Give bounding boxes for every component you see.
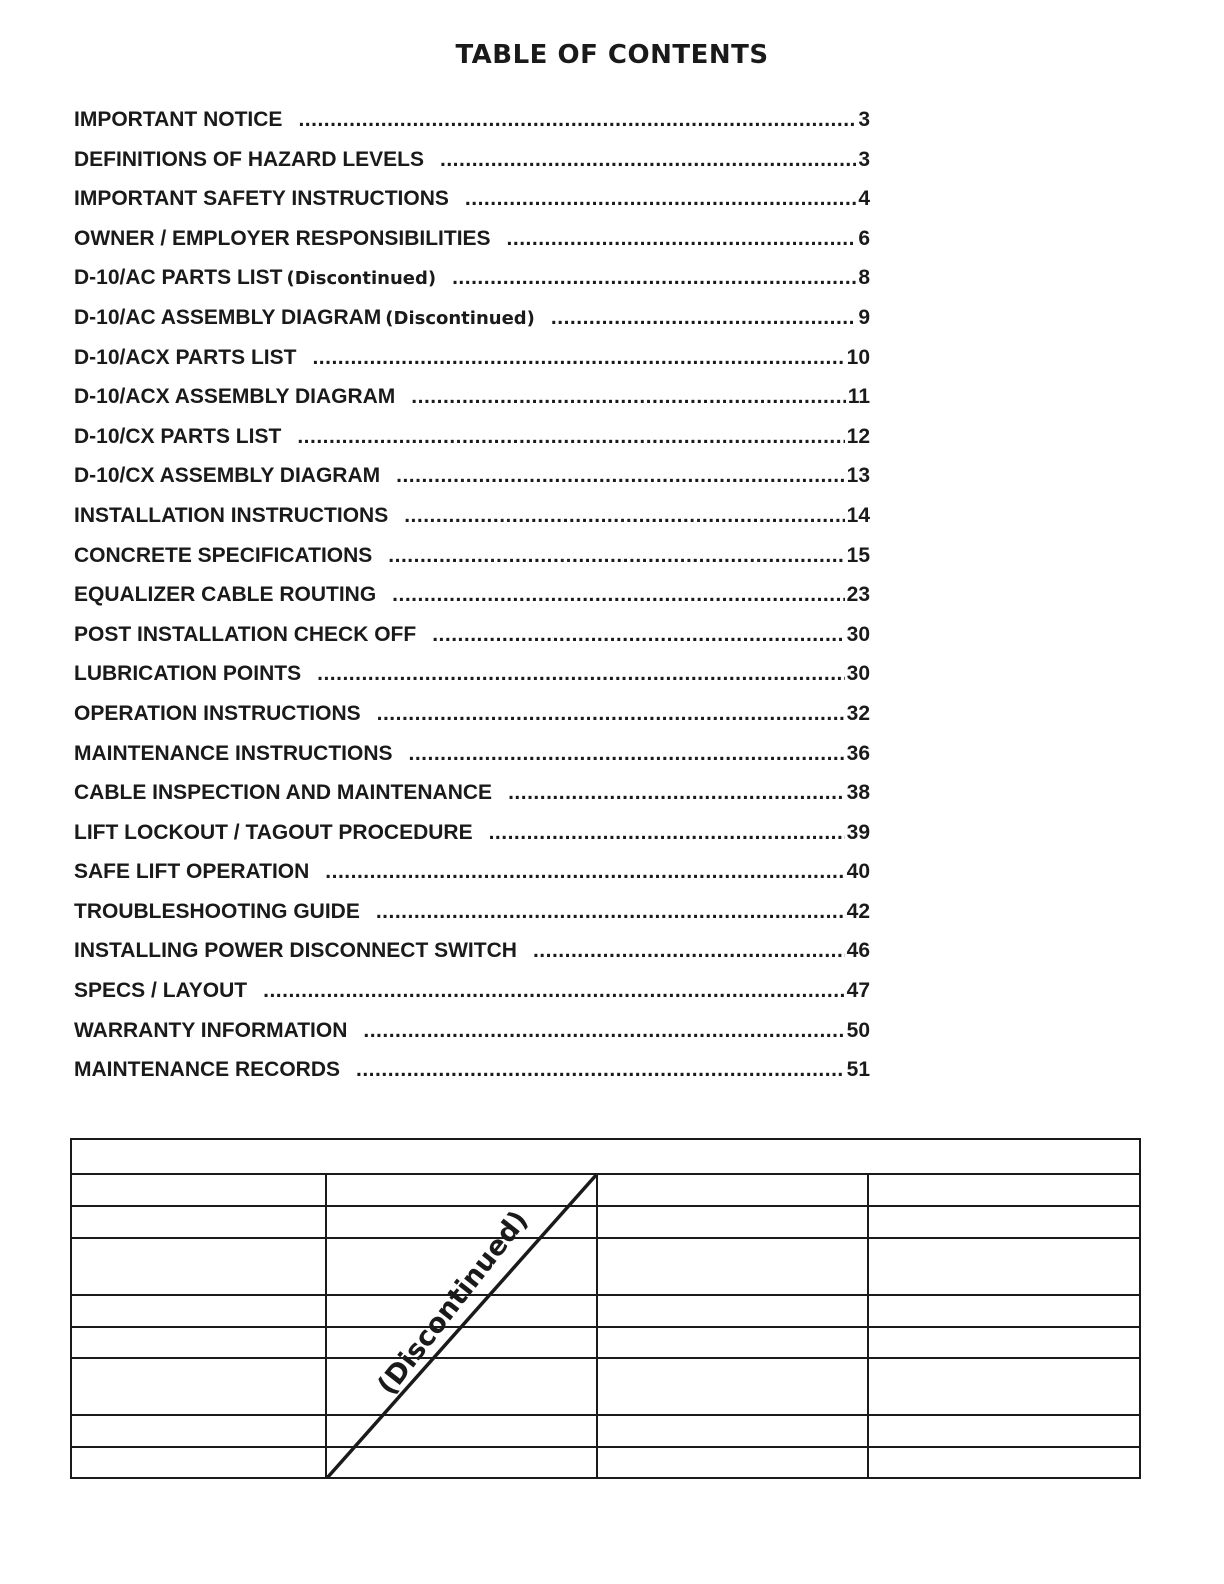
toc-dot-leader: [392, 583, 844, 607]
toc-entry-title: IMPORTANT SAFETY INSTRUCTIONS: [74, 187, 449, 211]
toc-entry: [74, 900, 870, 940]
toc-dot-leader: [356, 1058, 845, 1082]
toc-entry: [74, 583, 870, 623]
toc-page-number: 9: [858, 305, 870, 329]
toc-dot-leader: [317, 662, 845, 686]
toc-page-number: 39: [846, 820, 870, 844]
toc-entry-title: IMPORTANT NOTICE: [74, 108, 283, 131]
toc-page-number: 10: [846, 345, 870, 369]
toc-page-number: 32: [846, 701, 870, 725]
toc-page-number: 3: [858, 108, 870, 131]
toc-dot-leader: [489, 821, 845, 845]
toc-dot-leader: [533, 939, 845, 963]
toc-entry-note: (Discontinued): [385, 307, 535, 329]
discontinued-watermark: (Discontinued): [371, 1205, 535, 1401]
toc-dot-leader: [507, 227, 857, 251]
toc-entry-title: SPECS / LAYOUT: [74, 979, 248, 1003]
toc-dot-leader: [396, 464, 845, 488]
toc-entry-title: D-10/AC PARTS LIST: [74, 266, 283, 290]
toc-page-number: 6: [858, 226, 870, 250]
toc-dot-leader: [465, 187, 856, 211]
toc-page-number: 4: [858, 187, 870, 211]
toc-entry-title: D-10/ACX ASSEMBLY DIAGRAM: [74, 385, 396, 409]
toc-entry: [74, 702, 870, 742]
toc-page-number: 30: [846, 662, 870, 686]
toc-page-number: 36: [846, 741, 870, 765]
toc-dot-leader: [363, 1019, 844, 1043]
toc-entry: [74, 187, 870, 227]
toc-dot-leader: [263, 979, 845, 1003]
toc-entry-title: D-10/CX ASSEMBLY DIAGRAM: [74, 464, 381, 488]
toc-entry: [74, 1058, 870, 1098]
toc-page-number: 46: [846, 939, 870, 963]
toc-page-number: 3: [858, 147, 870, 171]
toc-page-number: 8: [858, 266, 870, 290]
toc-entry: [74, 939, 870, 979]
toc-dot-leader: [411, 385, 846, 409]
toc-page-number: 12: [846, 424, 870, 448]
toc-entry-title: POST INSTALLATION CHECK OFF: [74, 622, 417, 646]
toc-dot-leader: [508, 781, 845, 805]
toc-entry: [74, 346, 870, 386]
toc-dot-leader: [297, 425, 844, 449]
toc-page-number: 42: [846, 899, 870, 923]
toc-page-number: 50: [846, 1018, 870, 1042]
toc-entry: [74, 979, 870, 1019]
toc-page-number: 11: [847, 385, 870, 409]
toc-dot-leader: [388, 544, 844, 568]
toc-page-number: 30: [846, 622, 870, 646]
table-of-contents: [74, 108, 870, 1098]
toc-dot-leader: [452, 266, 856, 290]
toc-entry-title: LUBRICATION POINTS: [74, 662, 302, 686]
toc-entry-title: LIFT LOCKOUT / TAGOUT PROCEDURE: [74, 820, 473, 844]
toc-entry: [74, 108, 870, 148]
toc-entry-note: (Discontinued): [286, 268, 437, 290]
toc-entry-title: D-10/ACX PARTS LIST: [74, 345, 297, 369]
toc-dot-leader: [404, 504, 844, 528]
toc-dot-leader: [325, 860, 844, 884]
toc-entry-title: D-10/CX PARTS LIST: [74, 424, 282, 448]
toc-entry: [74, 781, 870, 821]
toc-entry: [74, 266, 870, 306]
toc-entry-title: CONCRETE SPECIFICATIONS: [74, 543, 373, 567]
toc-entry-title: D-10/AC ASSEMBLY DIAGRAM: [74, 305, 382, 329]
toc-page-number: 47: [846, 979, 870, 1003]
toc-dot-leader: [312, 346, 844, 370]
toc-dot-leader: [298, 108, 856, 132]
toc-entry-title: INSTALLATION INSTRUCTIONS: [74, 503, 389, 527]
toc-entry: [74, 860, 870, 900]
toc-entry: [74, 385, 870, 425]
toc-entry: [74, 662, 870, 702]
toc-entry-title: MAINTENANCE RECORDS: [74, 1058, 341, 1082]
toc-entry: [74, 306, 870, 346]
toc-entry: [74, 227, 870, 267]
toc-entry-title: CABLE INSPECTION AND MAINTENANCE: [74, 781, 493, 805]
spec-table-grid: [70, 1138, 1141, 1479]
toc-page-number: 23: [846, 583, 870, 607]
toc-entry: [74, 504, 870, 544]
toc-entry-title: MAINTENANCE INSTRUCTIONS: [74, 741, 393, 765]
toc-entry: [74, 464, 870, 504]
toc-page-number: 38: [846, 781, 870, 805]
toc-entry: [74, 425, 870, 465]
toc-entry-title: INSTALLING POWER DISCONNECT SWITCH: [74, 939, 517, 963]
toc-dot-leader: [377, 702, 845, 726]
toc-page-number: 51: [846, 1058, 870, 1082]
toc-dot-leader: [440, 148, 856, 172]
toc-page-number: 13: [846, 464, 870, 488]
toc-entry-title: OWNER / EMPLOYER RESPONSIBILITIES: [74, 226, 491, 250]
toc-dot-leader: [551, 306, 856, 330]
toc-entry: [74, 148, 870, 188]
toc-entry-title: OPERATION INSTRUCTIONS: [74, 701, 361, 725]
toc-entry-title: WARRANTY INFORMATION: [74, 1018, 348, 1042]
toc-entry: [74, 742, 870, 782]
toc-page-number: 14: [846, 503, 870, 527]
toc-entry: [74, 1019, 870, 1059]
toc-entry: [74, 623, 870, 663]
toc-entry-title: TROUBLESHOOTING GUIDE: [74, 899, 360, 923]
toc-entry-title: EQUALIZER CABLE ROUTING: [74, 583, 377, 607]
toc-entry-title: SAFE LIFT OPERATION: [74, 860, 310, 884]
toc-entry-title: DEFINITIONS OF HAZARD LEVELS: [74, 147, 425, 171]
toc-dot-leader: [432, 623, 844, 647]
page-title: TABLE OF CONTENTS: [455, 40, 769, 70]
spec-table-border: [71, 1139, 1140, 1478]
toc-page-number: 40: [846, 860, 870, 884]
toc-dot-leader: [376, 900, 845, 924]
toc-dot-leader: [409, 742, 845, 766]
toc-page-number: 15: [846, 543, 870, 567]
toc-entry: [74, 821, 870, 861]
toc-entry: [74, 544, 870, 584]
